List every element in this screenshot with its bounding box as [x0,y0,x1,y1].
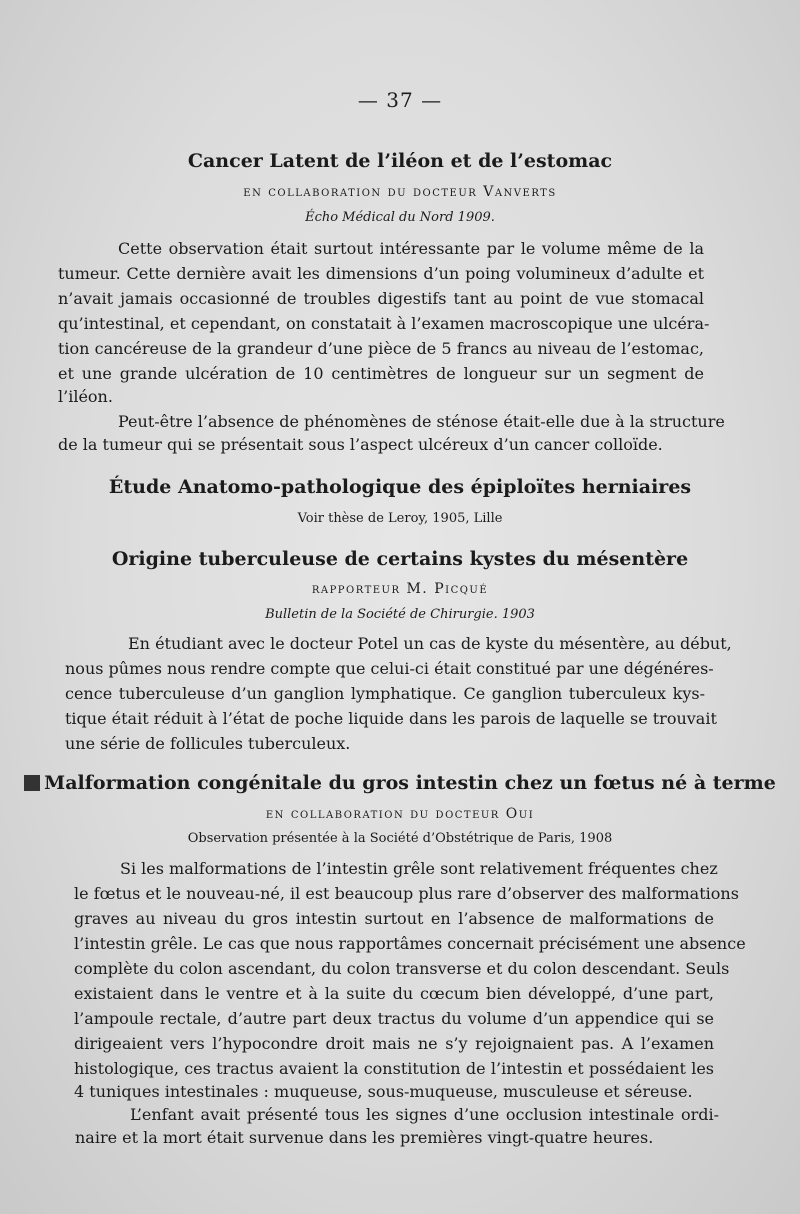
paragraph-line: l’intestin grêle. Le cas que nous rapportâmes concernait précisément une absence [74,934,746,953]
paragraph-line: complète du colon ascendant, du colon transverse et du colon descendant. Seuls [74,959,730,978]
paragraph-line: tumeur. Cette dernière avait les dimensions d’un poing volumineux d’adulte et [58,264,704,283]
paragraph-line: n’avait jamais occasionné de troubles digestifs tant au point de vue stomacal [58,289,704,308]
section-source: Voir thèse de Leroy, 1905, Lille [297,511,503,526]
paragraph-line: graves au niveau du gros intestin surtout en l’absence de malformations de [74,909,714,928]
paragraph-line: nous pûmes nous rendre compte que celui-ci était constitué par une dégénéres- [65,659,714,678]
document-stamp-icon [24,775,40,791]
paragraph-line: Peut-être l’absence de phénomènes de sténose était-elle due à la structure [118,412,725,431]
section-subtitle: rapporteur M. Picqué [311,581,489,597]
section-title: Cancer Latent de l’iléon et de l’estomac [187,150,613,172]
page-number: — 37 — [357,88,443,112]
paragraph-line: qu’intestinal, et cependant, on constatait à l’examen macroscopique une ulcéra- [58,314,710,333]
section-title [0,772,800,794]
paragraph-line: le fœtus et le nouveau-né, il est beaucoup plus rare d’observer des malformations [74,884,739,903]
paragraph-line: Si les malformations de l’intestin grêle sont relativement fréquentes chez [120,859,718,878]
paragraph-line: une série de follicules tuberculeux. [65,734,351,753]
paragraph-line: histologique, ces tractus avaient la constitution de l’intestin et possédaient les [74,1059,714,1078]
section-subtitle: en collaboration du docteur Vanverts [243,184,557,200]
paragraph-line: naire et la mort était survenue dans les premières vingt-quatre heures. [75,1128,654,1147]
section-subtitle: en collaboration du docteur Oui [265,806,535,822]
paragraph-line: cence tuberculeuse d’un ganglion lymphatique. Ce ganglion tuberculeux kys- [65,684,705,703]
section-source: Écho Médical du Nord 1909. [305,210,495,225]
paragraph-line: l’ampoule rectale, d’autre part deux tractus du volume d’un appendice qui se [74,1009,714,1028]
paragraph-line: et une grande ulcération de 10 centimètres de longueur sur un segment de [58,364,704,383]
paragraph-line: tion cancéreuse de la grandeur d’une pièce de 5 francs au niveau de l’estomac, [58,339,704,358]
paragraph-line: En étudiant avec le docteur Potel un cas de kyste du mésentère, au début, [128,634,732,653]
paragraph-line: de la tumeur qui se présentait sous l’aspect ulcéreux d’un cancer colloïde. [58,435,663,454]
paragraph-line: Cette observation était surtout intéressante par le volume même de la [118,239,704,258]
section-title-text: Malformation congénitale du gros intestin chez un fœtus né à terme [44,772,776,794]
paragraph-line: l’iléon. [58,387,113,406]
paragraph-line: 4 tuniques intestinales : muqueuse, sous-muqueuse, musculeuse et séreuse. [74,1082,693,1101]
section-title: Origine tuberculeuse de certains kystes du mésentère [111,548,689,570]
paragraph-line: existaient dans le ventre et à la suite du cœcum bien développé, d’une part, [74,984,714,1003]
section-title: Étude Anatomo-pathologique des épiploïtes herniaires [108,476,692,498]
section-source: Bulletin de la Société de Chirurgie. 1903 [265,607,535,622]
paragraph-line: dirigeaient vers l’hypocondre droit mais ne s’y rejoignaient pas. A l’examen [74,1034,714,1053]
paragraph-line: tique était réduit à l’état de poche liquide dans les parois de laquelle se trouvait [65,709,717,728]
section-source: Observation présentée à la Société d’Obstétrique de Paris, 1908 [187,831,613,846]
paragraph-line: L’enfant avait présenté tous les signes d’une occlusion intestinale ordi- [130,1105,719,1124]
